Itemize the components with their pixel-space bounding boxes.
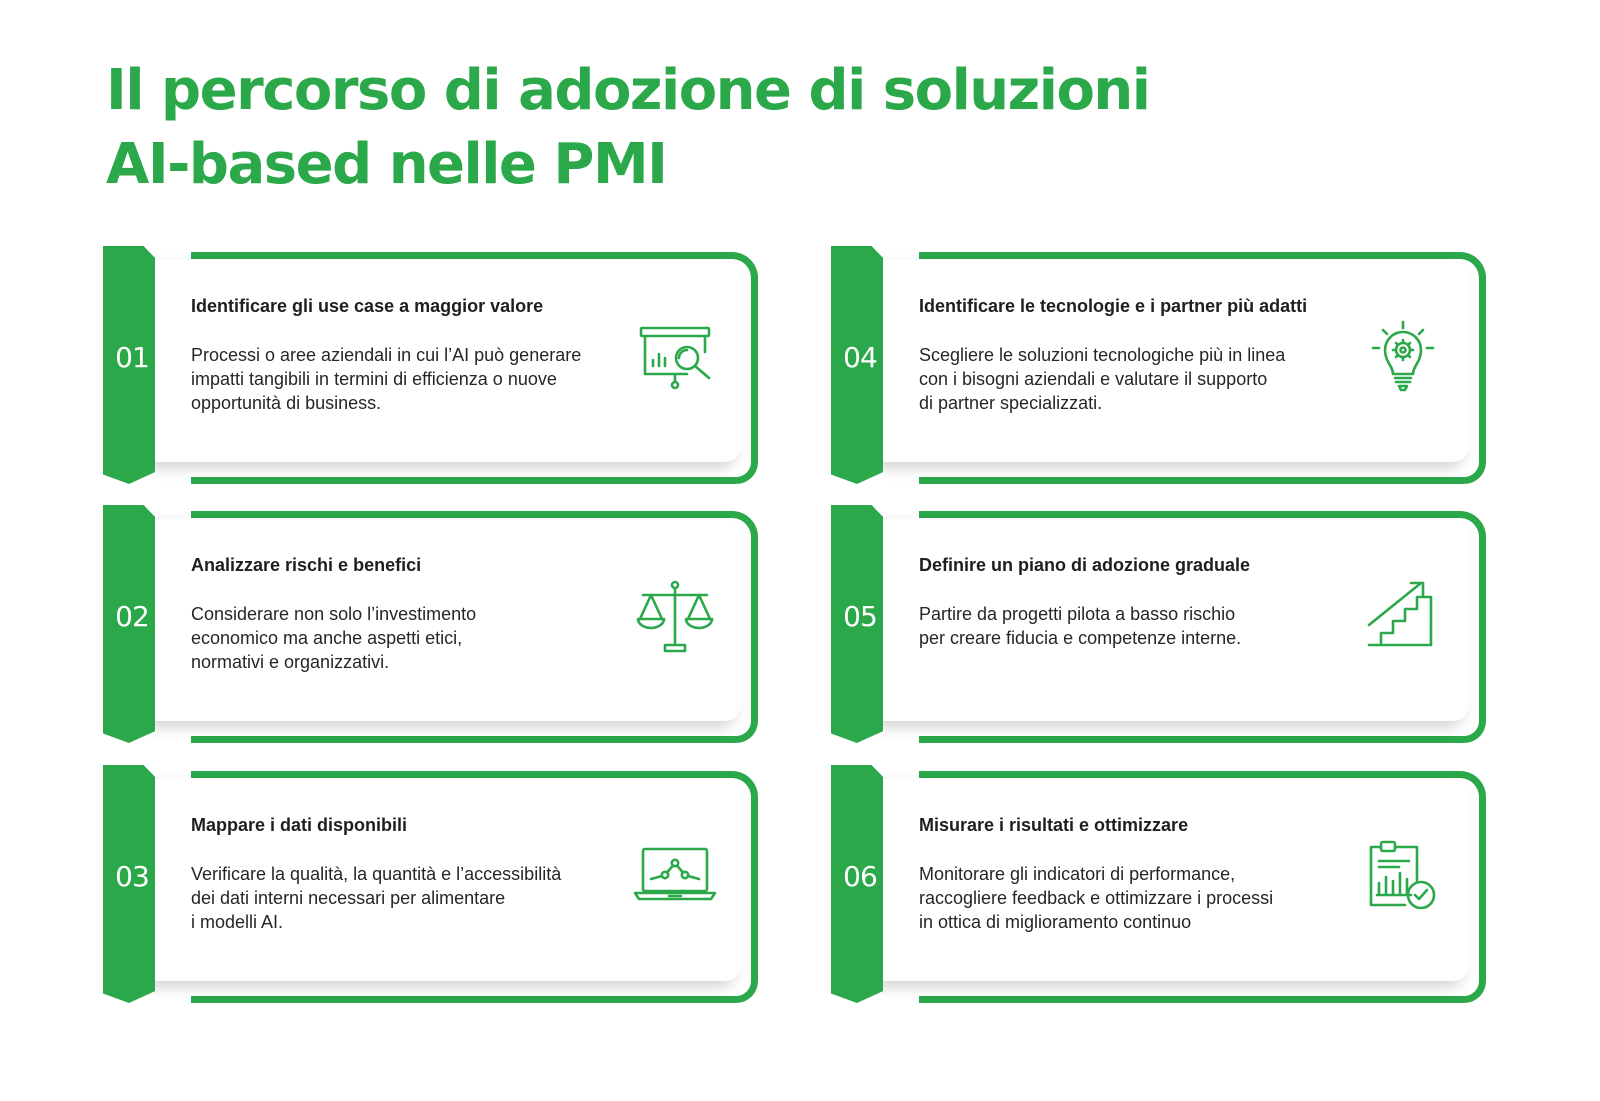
step-description — [191, 862, 631, 934]
step-heading: Mappare i dati disponibili — [191, 815, 408, 835]
step-description-line: dei dati interni necessari per alimentare — [191, 888, 506, 908]
clipboard-chart-check-icon — [1359, 835, 1447, 923]
step-heading: Analizzare rischi e benefici — [191, 555, 422, 575]
balance-scale-icon — [631, 575, 719, 663]
step-description — [919, 602, 1359, 650]
step-description-line: normativi e organizzativi. — [191, 652, 390, 672]
page-title — [106, 54, 1150, 202]
step-description — [919, 862, 1359, 934]
step-card-04 — [831, 246, 1491, 486]
step-number: 05 — [843, 600, 877, 633]
lightbulb-gear-icon — [1359, 316, 1447, 404]
step-description — [919, 343, 1359, 415]
step-heading: Identificare le tecnologie e i partner più adatti — [919, 296, 1308, 316]
step-card-02 — [103, 505, 763, 745]
step-description-line: Verificare la qualità, la quantità e l’accessibilità — [191, 864, 562, 884]
title-line-2: AI-based nelle PMI — [106, 132, 667, 197]
step-description-line: i modelli AI. — [191, 912, 284, 932]
step-number: 02 — [115, 600, 149, 633]
step-card-03 — [103, 765, 763, 1005]
step-description-line: impatti tangibili in termini di efficienza o nuove — [191, 369, 557, 389]
step-description-line: Scegliere le soluzioni tecnologiche più in linea — [919, 345, 1286, 365]
stairs-growth-icon — [1359, 575, 1447, 663]
step-card-01 — [103, 246, 763, 486]
step-description — [191, 343, 631, 415]
step-description-line: Considerare non solo l’investimento — [191, 604, 477, 624]
title-line-1: Il percorso di adozione di soluzioni — [106, 58, 1150, 123]
step-card-05 — [831, 505, 1491, 745]
step-description-line: Monitorare gli indicatori di performance, — [919, 864, 1236, 884]
step-number: 03 — [115, 860, 149, 893]
step-description-line: per creare fiducia e competenze interne. — [919, 628, 1242, 648]
step-number: 06 — [843, 860, 877, 893]
step-description-line: con i bisogni aziendali e valutare il supporto — [919, 369, 1268, 389]
step-description-line: Partire da progetti pilota a basso rischio — [919, 604, 1236, 624]
step-description — [191, 602, 631, 674]
laptop-network-icon — [631, 835, 719, 923]
step-card-06 — [831, 765, 1491, 1005]
step-description-line: raccogliere feedback e ottimizzare i processi — [919, 888, 1274, 908]
step-heading: Misurare i risultati e ottimizzare — [919, 815, 1189, 835]
step-number: 04 — [843, 341, 877, 374]
step-heading: Identificare gli use case a maggior valore — [191, 296, 544, 316]
step-description-line: economico ma anche aspetti etici, — [191, 628, 463, 648]
step-number: 01 — [115, 341, 149, 374]
step-description-line: opportunità di business. — [191, 393, 382, 413]
step-heading: Definire un piano di adozione graduale — [919, 555, 1251, 575]
step-description-line: Processi o aree aziendali in cui l’AI può generare — [191, 345, 582, 365]
presentation-analysis-icon — [631, 316, 719, 404]
step-description-line: di partner specializzati. — [919, 393, 1103, 413]
step-description-line: in ottica di miglioramento continuo — [919, 912, 1192, 932]
